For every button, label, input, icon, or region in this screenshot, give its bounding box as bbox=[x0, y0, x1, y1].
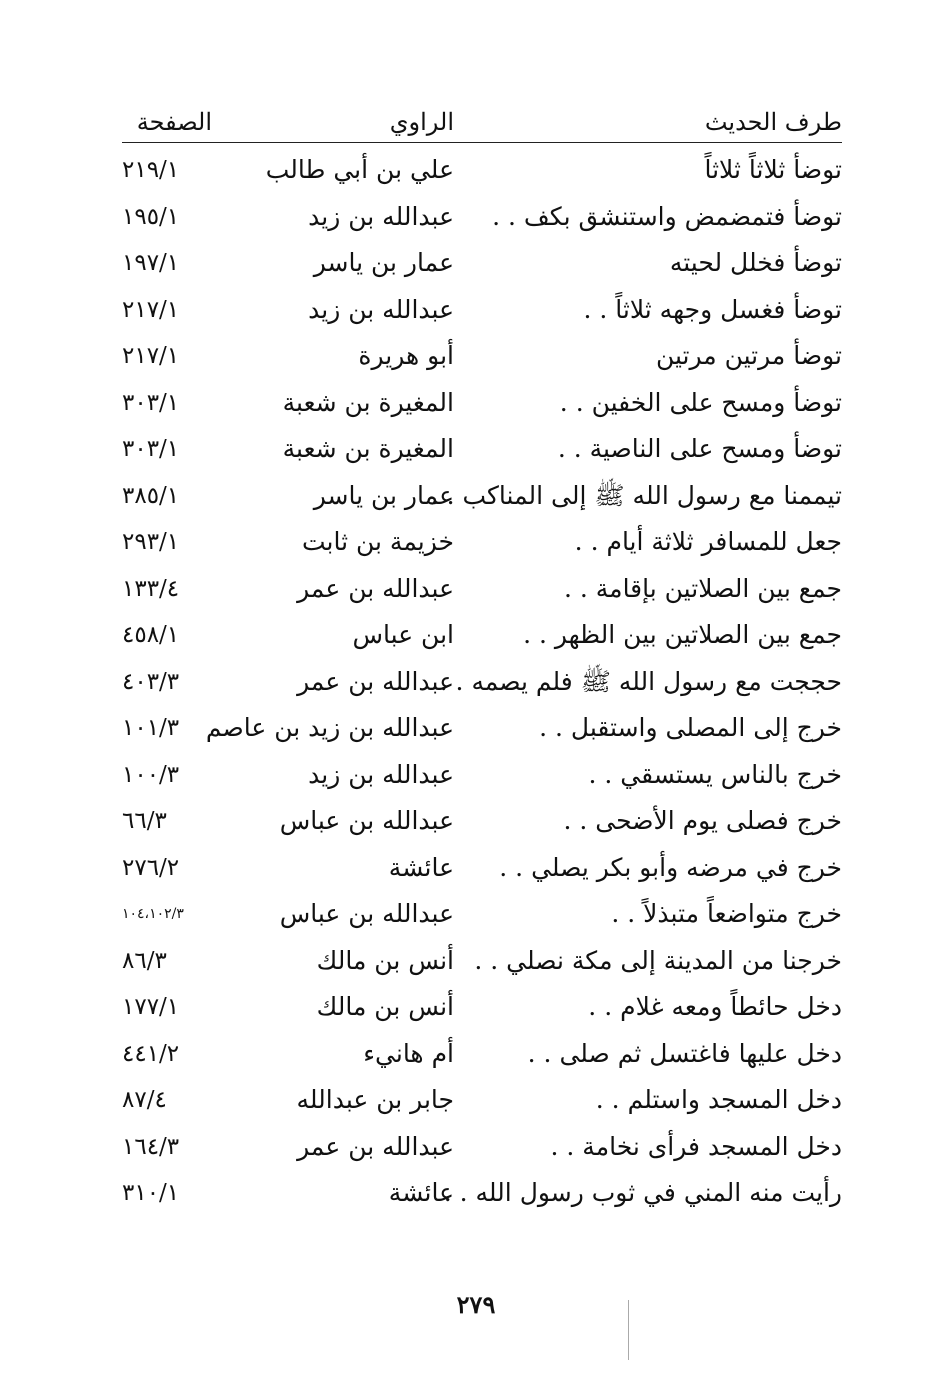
page-cell: ١٠١/٣ bbox=[122, 715, 180, 741]
narrator-cell: عبدالله بن عمر bbox=[297, 1131, 454, 1161]
header-hadith: طرف الحديث bbox=[704, 108, 842, 136]
hadith-cell: توضأ فتمضمض واستنشق بكف . . bbox=[492, 201, 842, 231]
table-row bbox=[120, 848, 842, 895]
page-cell: ٣٠٣/١ bbox=[122, 389, 180, 416]
narrator-cell: المغيرة بن شعبة bbox=[282, 387, 454, 417]
page-cell: ٨٧/٤ bbox=[122, 1087, 167, 1113]
hadith-cell: خرج في مرضه وأبو بكر يصلي . . bbox=[499, 852, 842, 882]
table-row bbox=[120, 569, 842, 616]
hadith-cell: جمع بين الصلاتين بين الظهر . . bbox=[523, 620, 842, 649]
narrator-cell: المغيرة بن شعبة bbox=[282, 434, 454, 463]
narrator-cell: ابن عباس bbox=[352, 620, 454, 649]
page-cell: ١٣٣/٤ bbox=[122, 575, 180, 602]
table-row bbox=[120, 1127, 842, 1174]
narrator-cell: عبدالله بن عباس bbox=[279, 806, 454, 835]
page-cell: ٣٠٣/١ bbox=[122, 436, 180, 462]
page-cell: ١٧٧/١ bbox=[122, 994, 180, 1020]
page-cell: ٤٠٣/٣ bbox=[122, 668, 180, 695]
hadith-cell: خرج فصلى يوم الأضحى . . bbox=[563, 806, 842, 835]
table-row bbox=[120, 290, 842, 337]
hadith-cell: رأيت منه المني في ثوب رسول الله . . bbox=[443, 1178, 842, 1207]
table-row bbox=[120, 615, 842, 662]
table-row bbox=[120, 383, 842, 430]
narrator-cell: عبدالله بن زيد bbox=[308, 201, 454, 231]
page-cell: ٣٨٥/١ bbox=[122, 482, 180, 509]
narrator-cell: أم هانيء bbox=[363, 1038, 454, 1068]
hadith-cell: دخل حائطاً ومعه غلام . . bbox=[588, 992, 842, 1021]
narrator-cell: عائشة bbox=[388, 1178, 454, 1207]
header-rule bbox=[122, 142, 842, 143]
hadith-cell: دخل المسجد فرأى نخامة . . bbox=[550, 1131, 842, 1161]
table-row bbox=[120, 476, 842, 523]
page-cell: ٤٥٨/١ bbox=[122, 622, 180, 648]
page-cell: ١٦٤/٣ bbox=[122, 1133, 180, 1160]
hadith-index-table bbox=[120, 150, 842, 1220]
hadith-cell: توضأ ومسح على الناصية . . bbox=[557, 434, 842, 463]
hadith-cell: دخل المسجد واستلم . . bbox=[595, 1085, 842, 1114]
table-row bbox=[120, 894, 842, 941]
hadith-cell: خرج متواضعاً متبذلاً . . bbox=[611, 899, 842, 928]
narrator-cell: عمار بن ياسر bbox=[313, 248, 454, 277]
page-number: ٢٧٩ bbox=[456, 1290, 496, 1319]
narrator-cell: أنس بن مالك bbox=[316, 945, 454, 975]
narrator-cell: عبدالله بن عباس bbox=[279, 899, 454, 928]
hadith-cell: توضأ فغسل وجهه ثلاثاً . . bbox=[583, 294, 842, 324]
page-cell: ١٠٠/٣ bbox=[122, 761, 180, 788]
table-header bbox=[120, 108, 842, 142]
hadith-cell: دخل عليها فاغتسل ثم صلى . . bbox=[527, 1038, 842, 1068]
narrator-cell: عبدالله بن عمر bbox=[297, 573, 454, 603]
narrator-cell: عبدالله بن زيد بن عاصم bbox=[205, 713, 454, 742]
narrator-cell: أنس بن مالك bbox=[316, 992, 454, 1021]
page-cell: ٣١٠/١ bbox=[122, 1180, 180, 1206]
table-row bbox=[120, 243, 842, 290]
page-cell: ٢٩٣/١ bbox=[122, 529, 180, 555]
page-cell: ٢١٧/١ bbox=[122, 343, 180, 369]
table-row bbox=[120, 522, 842, 569]
page-cell: ١٩٧/١ bbox=[122, 250, 180, 276]
narrator-cell: عمار بن ياسر bbox=[313, 480, 454, 510]
narrator-cell: جابر بن عبدالله bbox=[296, 1085, 454, 1114]
table-row bbox=[120, 1034, 842, 1081]
narrator-cell: أبو هريرة bbox=[358, 341, 454, 370]
hadith-cell: توضأ فخلل لحيته bbox=[669, 248, 842, 277]
table-row bbox=[120, 662, 842, 709]
hadith-cell: حججت مع رسول الله ﷺ فلم يصمه . . bbox=[439, 666, 842, 696]
table-row bbox=[120, 987, 842, 1034]
page-cell: ٢١٧/١ bbox=[122, 296, 180, 323]
margin-line bbox=[628, 1300, 629, 1360]
table-row bbox=[120, 708, 842, 755]
header-page: الصفحة bbox=[136, 108, 212, 136]
narrator-cell: عبدالله بن عمر bbox=[297, 666, 454, 696]
hadith-cell: توضأ ثلاثاً ثلاثاً bbox=[704, 155, 842, 184]
hadith-cell: خرج بالناس يستسقي . . bbox=[588, 759, 842, 789]
table-row bbox=[120, 755, 842, 802]
hadith-cell: توضأ مرتين مرتين bbox=[655, 341, 842, 370]
page-cell: ٢١٩/١ bbox=[122, 157, 180, 183]
hadith-cell: جعل للمسافر ثلاثة أيام . . bbox=[574, 527, 842, 556]
table-row bbox=[120, 336, 842, 383]
narrator-cell: عائشة bbox=[388, 852, 454, 882]
page-cell: ٦٦/٣ bbox=[122, 808, 167, 834]
hadith-cell: خرج إلى المصلى واستقبل . . bbox=[539, 713, 842, 742]
narrator-cell: خزيمة بن ثابت bbox=[301, 527, 454, 556]
table-row bbox=[120, 1080, 842, 1127]
table-row bbox=[120, 941, 842, 988]
table-row bbox=[120, 197, 842, 244]
table-row bbox=[120, 1173, 842, 1220]
hadith-cell: تيممنا مع رسول الله ﷺ إلى المناكب . . bbox=[430, 480, 842, 510]
page-cell: ١٠٤،١٠٢/٣ bbox=[122, 906, 184, 922]
page-cell: ٢٧٦/٢ bbox=[122, 854, 180, 881]
page-cell: ٤٤١/٢ bbox=[122, 1040, 180, 1067]
narrator-cell: علي بن أبي طالب bbox=[265, 155, 454, 184]
hadith-cell: خرجنا من المدينة إلى مكة نصلي . . bbox=[474, 945, 842, 975]
table-row bbox=[120, 150, 842, 197]
hadith-cell: جمع بين الصلاتين بإقامة . . bbox=[563, 573, 842, 603]
table-row bbox=[120, 801, 842, 848]
narrator-cell: عبدالله بن زيد bbox=[308, 294, 454, 324]
page-cell: ١٩٥/١ bbox=[122, 203, 180, 230]
header-narrator: الراوي bbox=[389, 108, 454, 136]
table-row bbox=[120, 429, 842, 476]
page-cell: ٨٦/٣ bbox=[122, 947, 167, 974]
narrator-cell: عبدالله بن زيد bbox=[308, 759, 454, 789]
hadith-cell: توضأ ومسح على الخفين . . bbox=[559, 387, 842, 417]
